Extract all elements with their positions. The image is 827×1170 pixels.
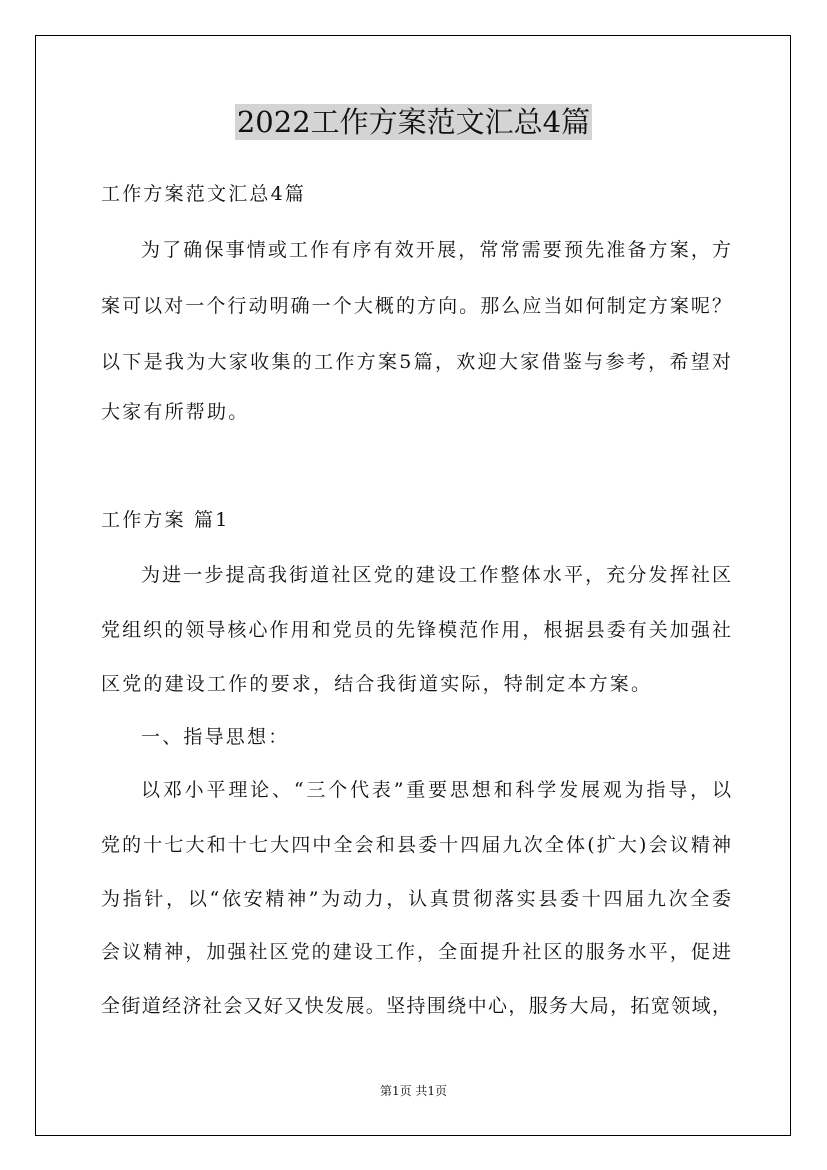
section1-line-3: 区党的建设工作的要求，结合我街道实际，特制定本方案。: [101, 673, 653, 695]
intro-line-2: 案可以对一个行动明确一个大概的方向。那么应当如何制定方案呢？: [101, 295, 731, 317]
guiding-heading: 一、指导思想：: [141, 726, 290, 748]
document-title: 2022工作方案范文汇总4篇: [236, 105, 591, 139]
page-footer: 第1页 共1页: [379, 1084, 448, 1098]
guiding-line-2: 党的十七大和十七大四中全会和县委十四届九次全体(扩大)会议精神: [101, 834, 731, 856]
intro-line-3: 以下是我为大家收集的工作方案5篇，欢迎大家借鉴与参考，希望对: [101, 351, 731, 373]
document-subtitle: 工作方案范文汇总4篇: [101, 183, 307, 205]
guiding-line-1: 以邓小平理论、“三个代表”重要思想和科学发展观为指导，以: [141, 779, 731, 801]
title-wrap: [0, 104, 827, 140]
guiding-line-3: 为指针，以“依安精神”为动力，认真贯彻落实县委十四届九次全委: [101, 888, 731, 910]
intro-line-1: 为了确保事情或工作有序有效开展，常常需要预先准备方案，方: [141, 239, 731, 261]
guiding-line-5: 全街道经济社会又好又快发展。坚持围绕中心，服务大局，拓宽领域，: [101, 995, 731, 1017]
section1-line-1: 为进一步提高我街道社区党的建设工作整体水平，充分发挥社区: [141, 564, 731, 586]
section1-line-2: 党组织的领导核心作用和党员的先锋模范作用，根据县委有关加强社: [101, 619, 731, 641]
guiding-line-4: 会议精神，加强社区党的建设工作，全面提升社区的服务水平，促进: [101, 941, 731, 963]
intro-line-4: 大家有所帮助。: [101, 401, 250, 423]
section1-heading: 工作方案 篇1: [101, 509, 230, 531]
